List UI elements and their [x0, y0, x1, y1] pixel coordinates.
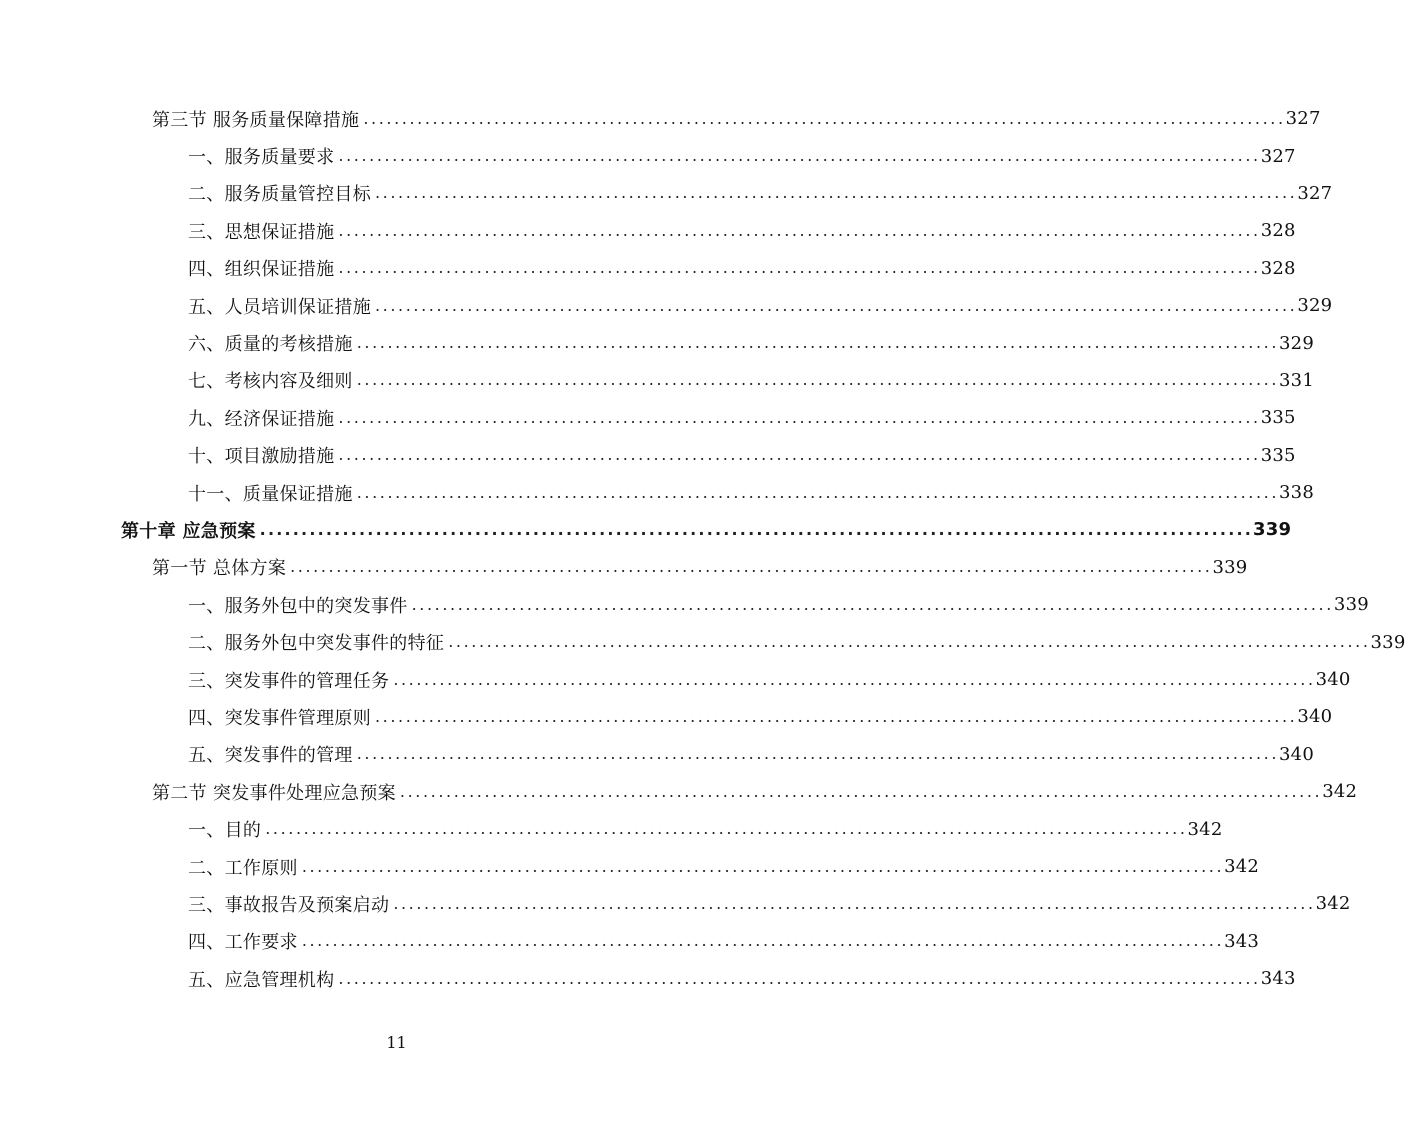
toc-entry-item[interactable] — [0, 399, 1296, 436]
dot-leader: ........................................................................................................................ — [338, 146, 1261, 166]
toc-entry-item[interactable] — [0, 960, 1296, 997]
dot-leader: ........................................................................................................................ — [356, 482, 1280, 502]
dot-leader: ........................................................................................................................ — [393, 893, 1316, 913]
dot-leader: ........................................................................................................................ — [338, 220, 1261, 240]
toc-entry-page-number: 327 — [1297, 182, 1333, 204]
toc-entry-item[interactable] — [0, 362, 1314, 399]
toc-entry-page-number: 342 — [1315, 893, 1351, 915]
toc-entry-title: 三、思想保证措施 — [188, 221, 335, 243]
dot-leader: ........................................................................................................................ — [301, 931, 1225, 951]
dot-leader: ........................................................................................................................ — [393, 669, 1316, 689]
dot-leader: ........................................................................................................................ — [338, 445, 1261, 465]
toc-entry-page-number: 342 — [1322, 781, 1358, 803]
toc-entry-title: 五、突发事件的管理 — [188, 745, 353, 767]
dot-leader: ........................................................................................................................ — [448, 632, 1371, 652]
toc-entry-item[interactable] — [0, 324, 1314, 361]
dot-leader: ........................................................................................................................ — [411, 594, 1334, 614]
toc-entry-page-number: 343 — [1224, 930, 1260, 952]
toc-entry-page-number: 331 — [1279, 369, 1314, 391]
dot-leader: ........................................................................................................................ — [356, 370, 1280, 390]
toc-entry-page-number: 327 — [1260, 145, 1296, 167]
toc-entry-title: 五、人员培训保证措施 — [188, 296, 371, 318]
toc-entry-page-number: 335 — [1260, 407, 1296, 429]
toc-entry-item[interactable] — [0, 661, 1351, 698]
toc-entry-title: 三、事故报告及预案启动 — [188, 894, 390, 916]
dot-leader: ........................................................................................................................ — [375, 183, 1298, 203]
toc-entry-title: 三、突发事件的管理任务 — [188, 670, 390, 692]
toc-entry-item[interactable] — [0, 437, 1296, 474]
toc-entry-item[interactable] — [0, 586, 1369, 623]
toc-entry-title: 四、组织保证措施 — [188, 259, 335, 281]
toc-entry-title: 六、质量的考核措施 — [188, 334, 353, 356]
toc-entry-title: 十、项目激励措施 — [188, 446, 335, 468]
dot-leader: ........................................................................................................................ — [363, 108, 1286, 128]
toc-entry-page-number: 339 — [1370, 631, 1405, 653]
toc-entry-section[interactable] — [0, 773, 1358, 810]
toc-entry-item[interactable] — [0, 474, 1314, 511]
toc-entry-page-number: 335 — [1260, 444, 1296, 466]
toc-entry-title: 四、工作要求 — [188, 932, 298, 954]
toc-entry-item[interactable] — [0, 848, 1260, 885]
toc-entry-section[interactable] — [0, 549, 1248, 586]
dot-leader: ........................................................................................................................ — [375, 295, 1298, 315]
toc-entry-item[interactable] — [0, 698, 1333, 735]
toc-entry-page-number: 338 — [1279, 482, 1314, 504]
dot-leader: ........................................................................................................................ — [375, 706, 1298, 726]
toc-entry-title: 二、工作原则 — [188, 857, 298, 879]
table-of-contents — [0, 100, 1405, 997]
toc-entry-page-number: 327 — [1285, 108, 1321, 130]
toc-entry-page-number: 342 — [1187, 818, 1223, 840]
toc-entry-item[interactable] — [0, 175, 1333, 212]
page-number: 11 — [386, 1033, 407, 1052]
toc-entry-item[interactable] — [0, 736, 1314, 773]
toc-entry-page-number: 328 — [1260, 220, 1296, 242]
toc-entry-title: 第十章 应急预案 — [121, 520, 256, 542]
dot-leader: ........................................................................................................................ — [356, 333, 1280, 353]
dot-leader: ........................................................................................................................ — [265, 819, 1188, 839]
toc-entry-page-number: 339 — [1333, 594, 1369, 616]
toc-entry-title: 十一、质量保证措施 — [188, 483, 353, 505]
toc-entry-page-number: 339 — [1253, 519, 1292, 541]
toc-entry-title: 二、服务外包中突发事件的特征 — [188, 633, 445, 655]
toc-entry-title: 五、应急管理机构 — [188, 969, 335, 991]
dot-leader: ........................................................................................................................ — [399, 781, 1323, 801]
toc-entry-title: 七、考核内容及细则 — [188, 371, 353, 393]
toc-entry-title: 第一节 总体方案 — [152, 558, 287, 580]
toc-entry-item[interactable] — [0, 885, 1351, 922]
toc-entry-section[interactable] — [0, 100, 1321, 137]
toc-entry-title: 一、服务外包中的突发事件 — [188, 595, 408, 617]
dot-leader: ........................................................................................................................ — [338, 968, 1261, 988]
toc-entry-item[interactable] — [0, 250, 1296, 287]
dot-leader: ........................................................................................................................ — [259, 519, 1254, 539]
toc-entry-title: 第二节 突发事件处理应急预案 — [152, 782, 396, 804]
toc-entry-item[interactable] — [0, 923, 1260, 960]
toc-entry-title: 一、服务质量要求 — [188, 147, 335, 169]
toc-entry-page-number: 339 — [1212, 556, 1248, 578]
toc-entry-item[interactable] — [0, 287, 1333, 324]
dot-leader: ........................................................................................................................ — [338, 258, 1261, 278]
toc-entry-page-number: 343 — [1260, 968, 1296, 990]
toc-entry-title: 一、目的 — [188, 820, 262, 842]
toc-entry-item[interactable] — [0, 212, 1296, 249]
toc-entry-page-number: 340 — [1315, 669, 1351, 691]
dot-leader: ........................................................................................................................ — [301, 856, 1225, 876]
toc-entry-chapter[interactable] — [0, 511, 1292, 548]
dot-leader: ........................................................................................................................ — [356, 744, 1280, 764]
toc-entry-title: 第三节 服务质量保障措施 — [152, 109, 360, 131]
toc-entry-page-number: 340 — [1297, 706, 1333, 728]
dot-leader: ........................................................................................................................ — [338, 407, 1261, 427]
toc-entry-title: 四、突发事件管理原则 — [188, 707, 371, 729]
toc-entry-page-number: 340 — [1279, 743, 1314, 765]
toc-entry-item[interactable] — [0, 623, 1405, 660]
toc-entry-item[interactable] — [0, 810, 1223, 847]
toc-entry-item[interactable] — [0, 137, 1296, 174]
toc-entry-page-number: 342 — [1224, 856, 1260, 877]
toc-entry-page-number: 329 — [1297, 295, 1333, 317]
toc-entry-title: 二、服务质量管控目标 — [188, 184, 371, 206]
dot-leader: ........................................................................................................................ — [290, 557, 1213, 577]
toc-entry-title: 九、经济保证措施 — [188, 408, 335, 430]
toc-entry-page-number: 329 — [1279, 332, 1314, 354]
toc-entry-page-number: 328 — [1260, 257, 1296, 279]
